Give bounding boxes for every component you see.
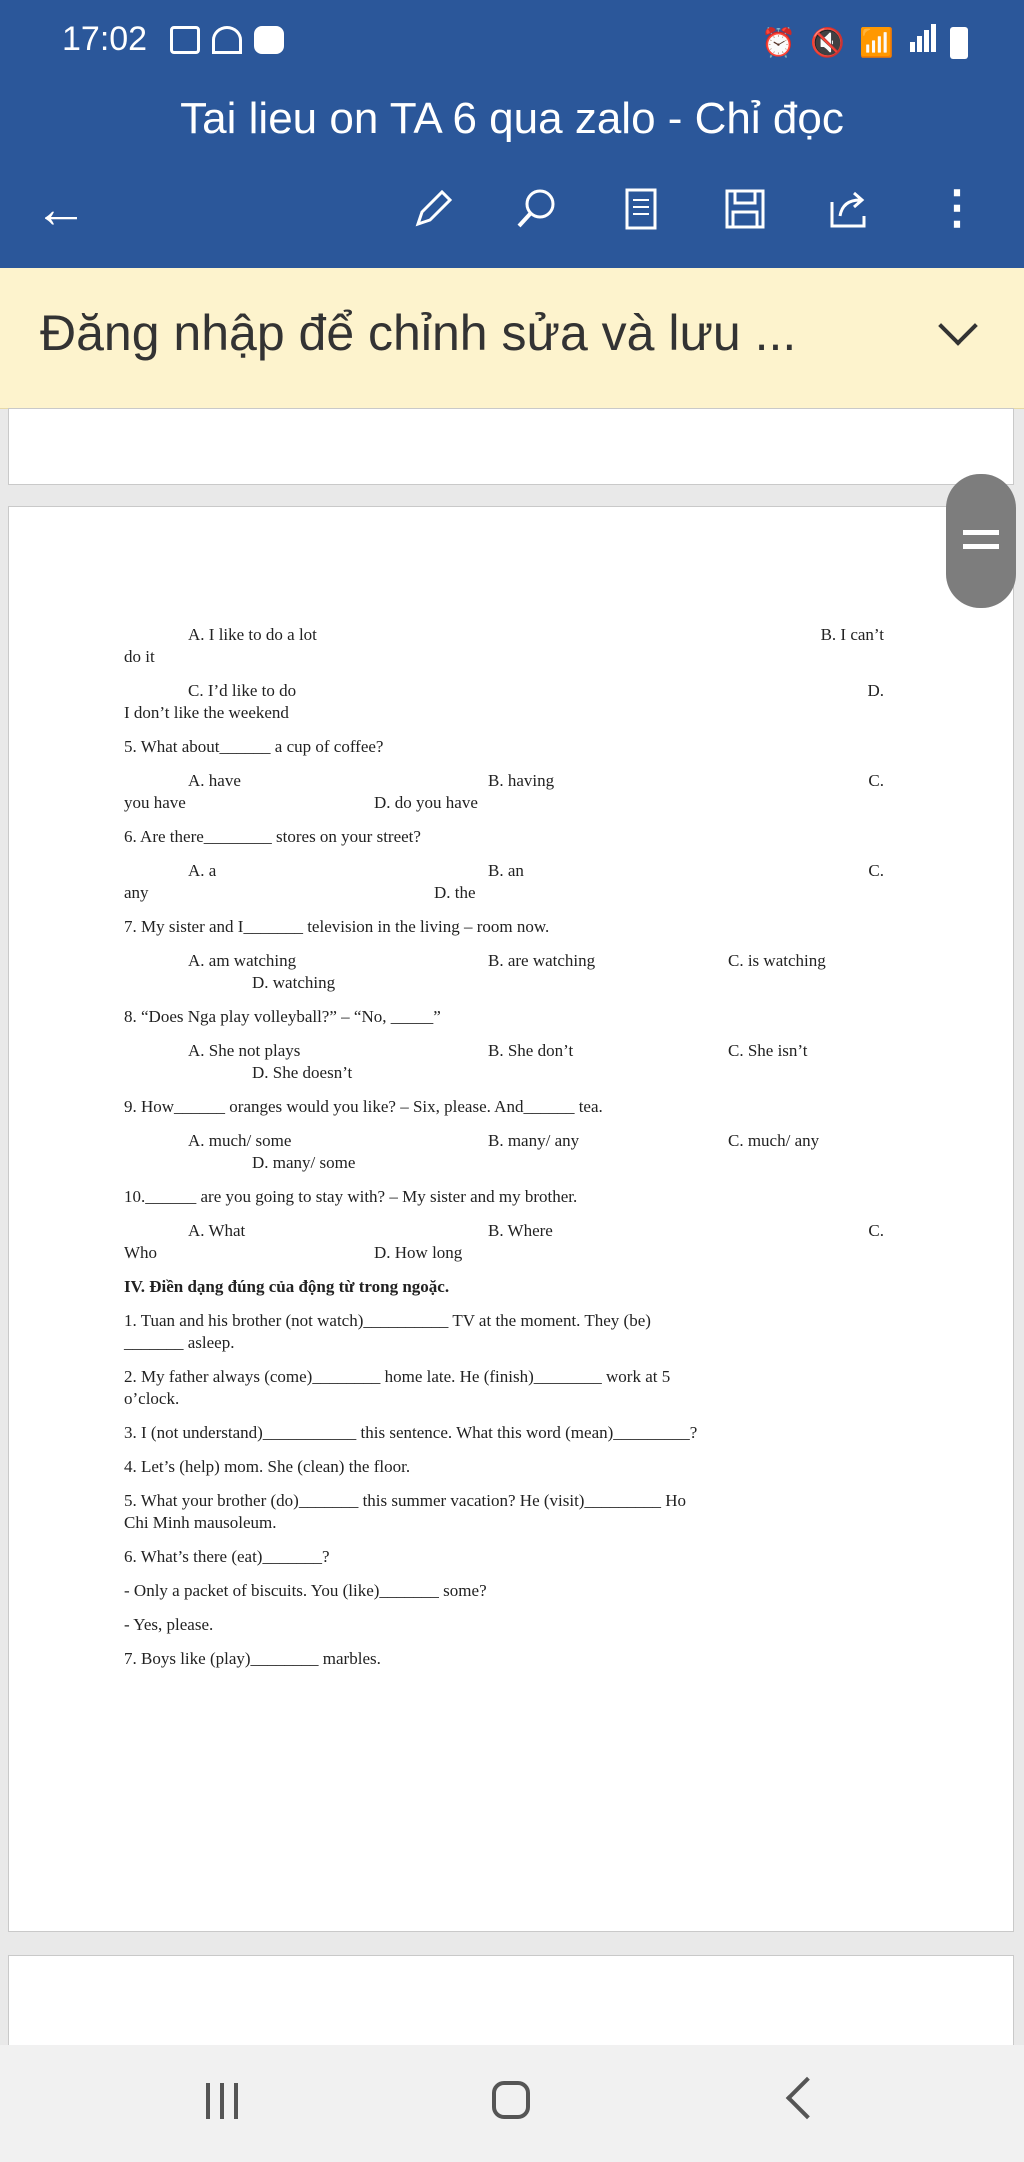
document-title: Tai lieu on TA 6 qua zalo - Chỉ đọc — [180, 94, 844, 143]
q5-option-a: A. have — [188, 771, 241, 790]
q5-stem: 5. What about______ a cup of coffee? — [124, 737, 384, 756]
battery-icon — [950, 27, 968, 59]
q4-option-b: B. I can’t — [820, 625, 884, 644]
q9-option-d: D. many/ some — [252, 1153, 356, 1172]
exercise-4: 4. Let’s (help) mom. She (clean) the floor. — [124, 1457, 411, 1476]
exercise-6-reply: - Only a packet of biscuits. You (like)_______ some? — [124, 1581, 487, 1600]
missed-call-icon — [212, 26, 242, 54]
q9-stem: 9. How______ oranges would you like? – Six, please. And______ tea. — [124, 1097, 603, 1116]
exercise-3: 3. I (not understand)___________ this sentence. What this word (mean)_________? — [124, 1423, 698, 1442]
home-icon[interactable] — [492, 2081, 530, 2119]
q9-option-a: A. much/ some — [188, 1131, 292, 1150]
back-arrow-icon[interactable]: ← — [34, 179, 88, 239]
q9-option-b: B. many/ any — [488, 1131, 580, 1150]
q7-stem: 7. My sister and I_______ television in the living – room now. — [124, 917, 550, 936]
share-icon[interactable] — [826, 186, 872, 232]
exercise-5-cont: Chi Minh mausoleum. — [124, 1513, 277, 1532]
scroll-handle[interactable] — [946, 474, 1016, 608]
q5-option-d: D. do you have — [374, 793, 478, 812]
app-header — [0, 0, 1024, 268]
exercise-5: 5. What your brother (do)_______ this summer vacation? He (visit)_________ Ho — [124, 1491, 686, 1510]
pencil-icon[interactable] — [410, 186, 456, 232]
sign-in-banner[interactable] — [0, 268, 1024, 409]
q10-option-c-cont: Who — [124, 1243, 158, 1262]
q5-option-c-cont: you have — [124, 793, 186, 812]
mute-icon: 🔇 — [810, 27, 846, 58]
q4-option-d-cont: I don’t like the weekend — [124, 703, 289, 722]
document-page-next — [8, 1955, 1014, 2047]
recent-apps-icon[interactable] — [206, 2083, 238, 2119]
exercise-1-cont: _______ asleep. — [124, 1333, 235, 1352]
chevron-down-icon[interactable] — [938, 306, 978, 346]
system-nav-bar — [0, 2045, 1024, 2162]
reading-view-icon[interactable] — [618, 186, 664, 232]
document-content — [124, 624, 884, 1682]
q10-option-d: D. How long — [374, 1243, 463, 1262]
q10-option-a: A. What — [188, 1221, 246, 1240]
q4-option-a: A. I like to do a lot — [188, 625, 317, 644]
sign-in-banner-text: Đăng nhập để chỉnh sửa và lưu ... — [40, 305, 797, 361]
exercise-6-answer: - Yes, please. — [124, 1615, 214, 1634]
q7-option-b: B. are watching — [488, 951, 596, 970]
q6-option-c-cont: any — [124, 883, 149, 902]
status-bar — [0, 0, 1024, 84]
q4-option-b-cont: do it — [124, 647, 155, 666]
q6-stem: 6. Are there________ stores on your street? — [124, 827, 421, 846]
q6-option-d: D. the — [434, 883, 476, 902]
q10-option-b: B. Where — [488, 1221, 553, 1240]
image-icon — [170, 26, 200, 54]
toolbar — [0, 174, 1024, 248]
document-page-previous — [8, 408, 1014, 485]
q4-option-c: C. I’d like to do — [188, 681, 297, 700]
q9-option-c: C. much/ any — [728, 1131, 820, 1150]
q6-option-a: A. a — [188, 861, 217, 880]
q7-option-d: D. watching — [252, 973, 336, 992]
q7-option-a: A. am watching — [188, 951, 297, 970]
exercise-1: 1. Tuan and his brother (not watch)__________ TV at the moment. They (be) — [124, 1311, 651, 1330]
q8-option-a: A. She not plays — [188, 1041, 301, 1060]
exercise-6: 6. What’s there (eat)_______? — [124, 1547, 330, 1566]
q8-option-b: B. She don’t — [488, 1041, 574, 1060]
wifi-icon: 📶 — [859, 27, 894, 58]
q5-option-b: B. having — [488, 771, 555, 790]
q6-option-c: C. — [868, 861, 884, 880]
save-icon[interactable] — [722, 186, 768, 232]
section-4-heading: IV. Điền dạng đúng của động từ trong ngoặc. — [124, 1277, 450, 1296]
exercise-2-cont: o’clock. — [124, 1389, 180, 1408]
alarm-icon: ⏰ — [761, 27, 797, 58]
signal-icon — [908, 24, 936, 59]
q7-option-c: C. is watching — [728, 951, 826, 970]
q8-option-c: C. She isn’t — [728, 1041, 808, 1060]
exercise-7: 7. Boys like (play)________ marbles. — [124, 1649, 381, 1668]
zalo-icon — [254, 26, 284, 54]
q4-option-d: D. — [867, 681, 884, 700]
search-icon[interactable] — [514, 186, 560, 232]
exercise-2: 2. My father always (come)________ home late. He (finish)________ work at 5 — [124, 1367, 671, 1386]
q8-stem: 8. “Does Nga play volleyball?” – “No, _____” — [124, 1007, 441, 1026]
q6-option-b: B. an — [488, 861, 524, 880]
q8-option-d: D. She doesn’t — [252, 1063, 353, 1082]
q10-option-c: C. — [868, 1221, 884, 1240]
status-time: 17:02 — [62, 20, 148, 58]
more-options-icon[interactable]: ⋮ — [934, 181, 980, 233]
q10-stem: 10.______ are you going to stay with? – My sister and my brother. — [124, 1187, 578, 1206]
back-nav-icon[interactable] — [786, 2077, 828, 2119]
q5-option-c: C. — [868, 771, 884, 790]
